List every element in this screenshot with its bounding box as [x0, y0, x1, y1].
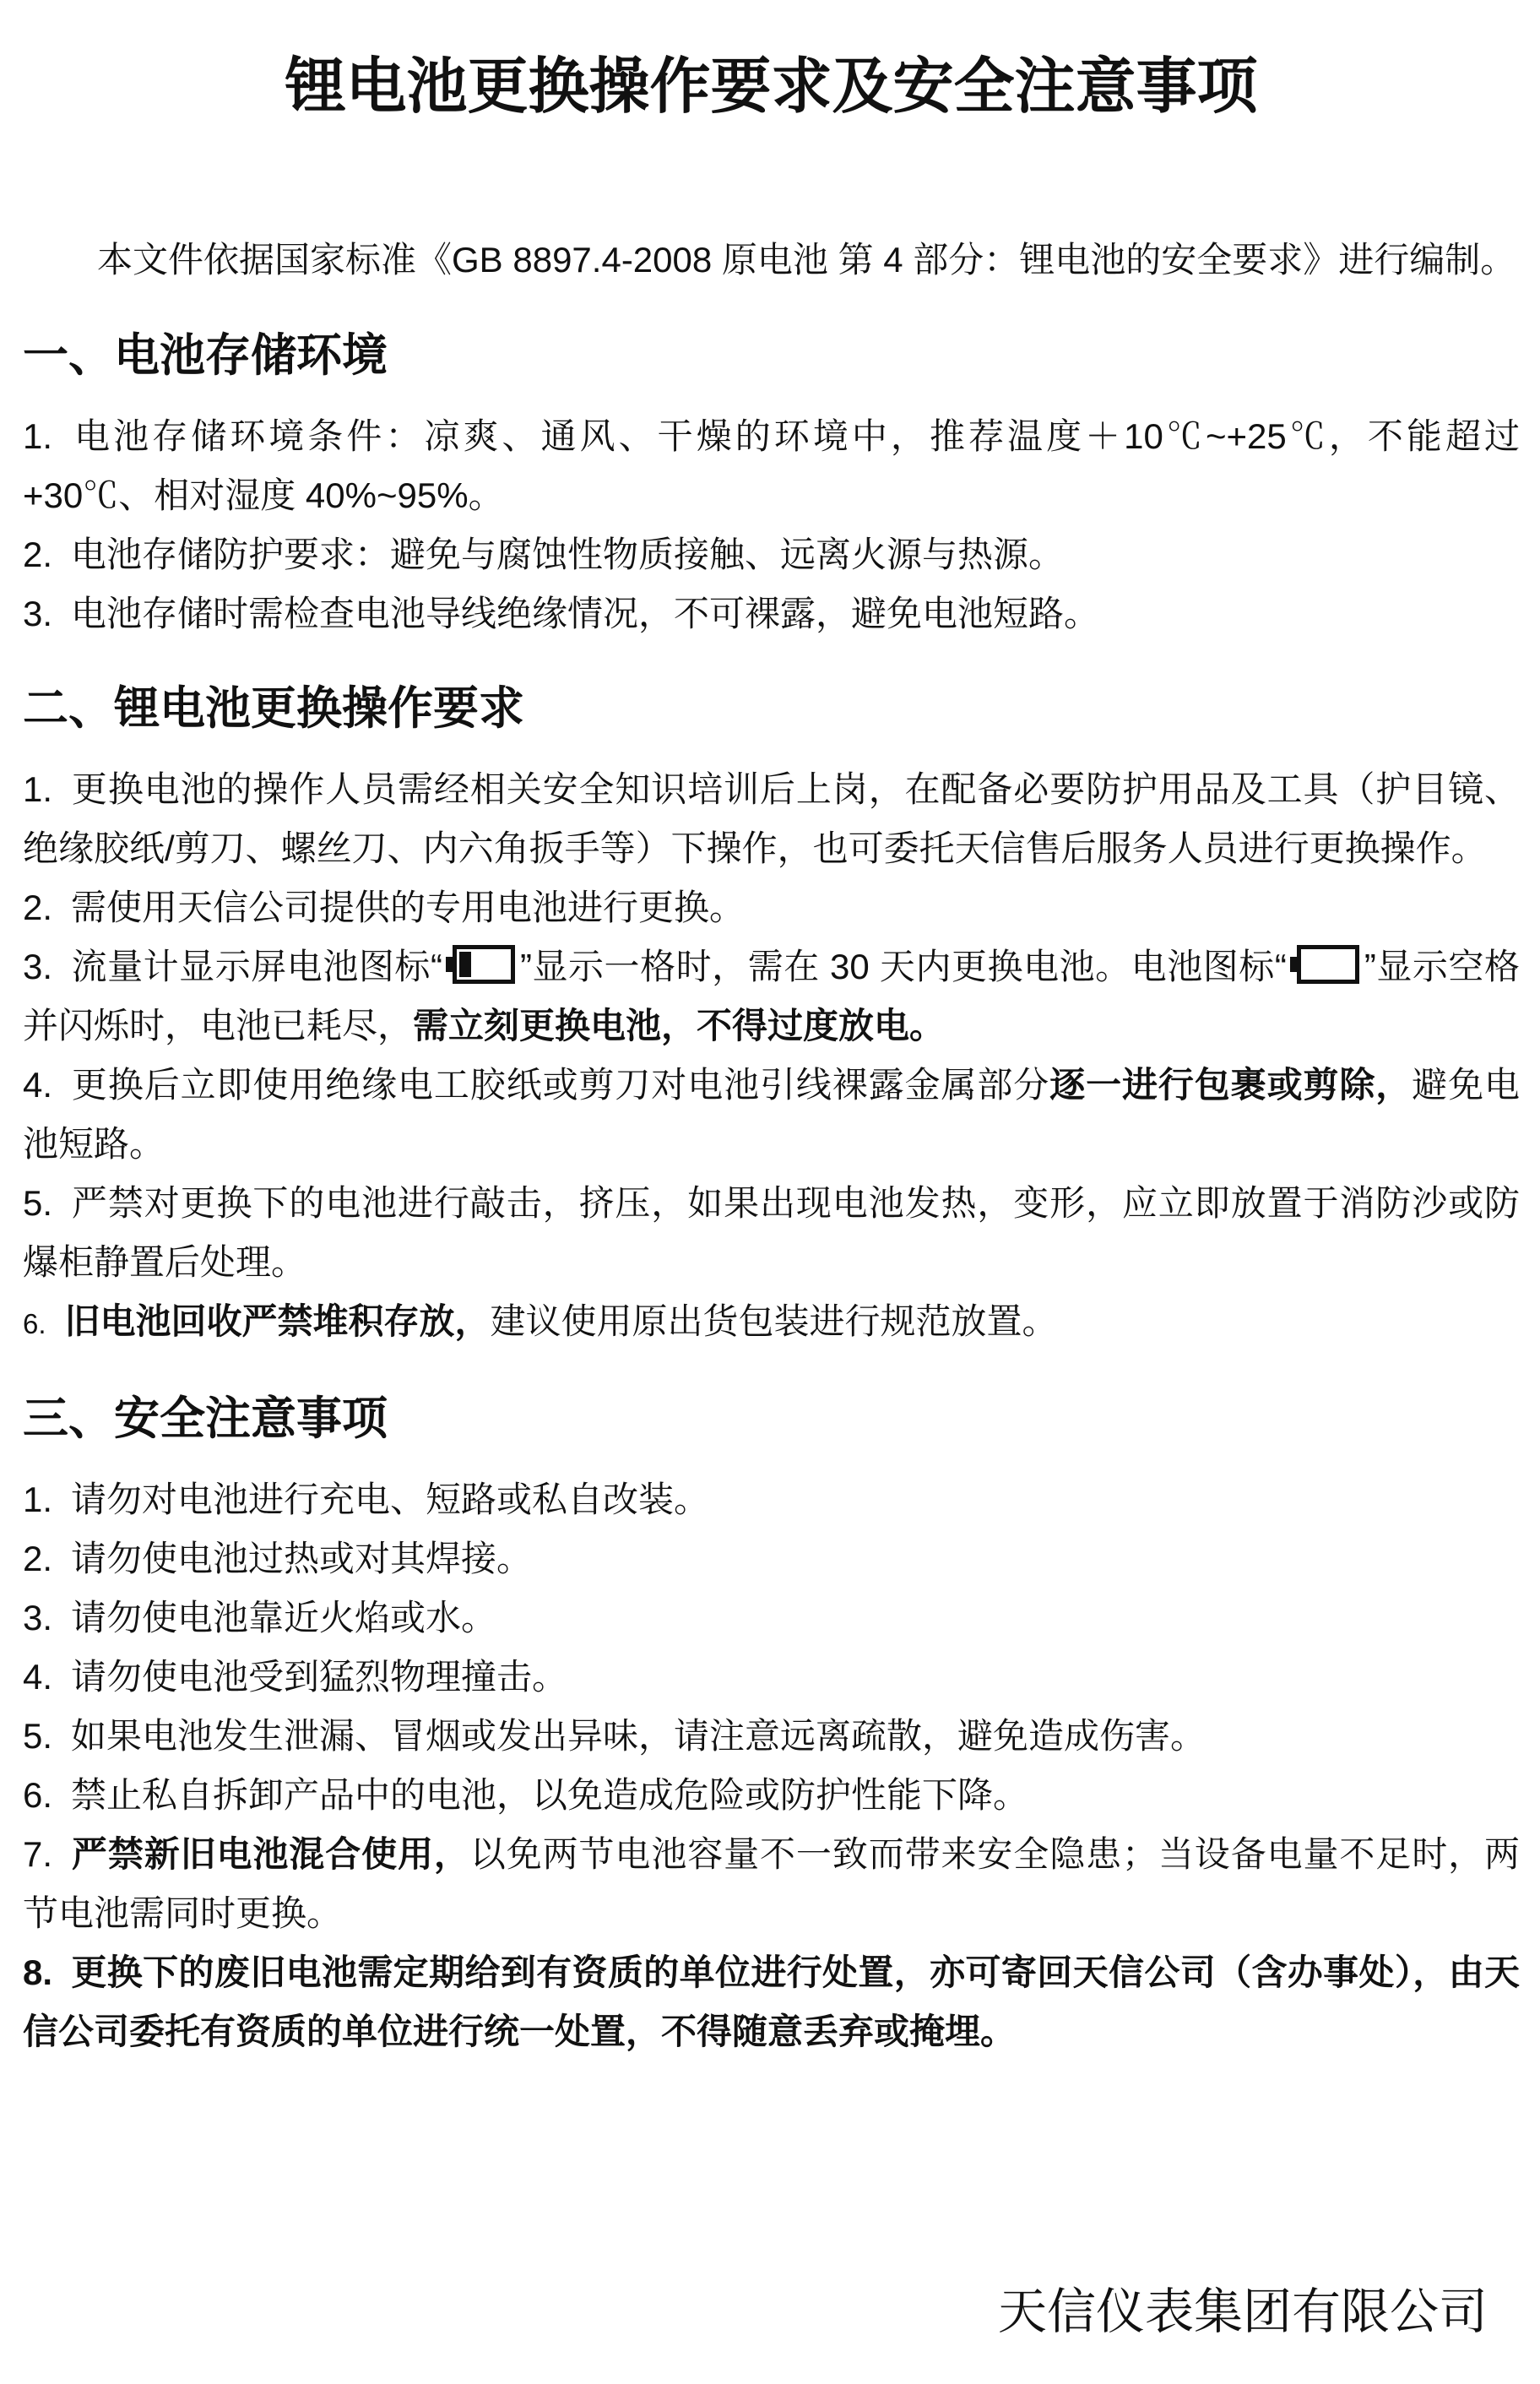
item-text: 电池存储时需检查电池导线绝缘情况，不可裸露，避免电池短路。: [71, 594, 1100, 633]
list-item: [23, 1056, 1520, 1174]
item-list: [23, 760, 1520, 1354]
battery-one-bar-icon: [453, 945, 515, 984]
item-number: 2.: [23, 888, 53, 927]
list-item: [23, 1292, 1520, 1354]
list-item: [23, 1529, 1520, 1588]
item-text: 更换电池的操作人员需经相关安全知识培训后上岗，在配备必要防护用品及工具（护目镜、绝缘胶纸/剪刀、螺丝刀、内六角扳手等）下操作，也可委托天信售后服务人员进行更换操作。: [23, 769, 1520, 868]
item-number: 6.: [23, 1775, 53, 1815]
list-item: [23, 1943, 1520, 2061]
company-name: 天信仪表集团有限公司: [997, 2284, 1488, 2339]
item-number: 3.: [23, 1598, 53, 1637]
item-text: 避免电池短路。: [23, 1065, 1520, 1164]
item-text: 需立刻更换电池，不得过度放电。: [413, 1006, 946, 1045]
section: [23, 672, 1520, 1354]
item-text: ”显示一格时，需在 30 天内更换电池。电池图标“: [519, 947, 1287, 986]
item-text: 请勿使电池过热或对其焊接。: [71, 1539, 533, 1578]
item-number: 2.: [23, 535, 53, 574]
item-text: 更换后立即使用绝缘电工胶纸或剪刀对电池引线裸露金属部分: [71, 1065, 1050, 1105]
list-item: [23, 937, 1520, 1056]
item-list: [23, 1470, 1520, 2061]
item-number: 2.: [23, 1539, 53, 1578]
list-item: [23, 760, 1520, 878]
item-text: 禁止私自拆卸产品中的电池，以免造成危险或防护性能下降。: [71, 1775, 1029, 1815]
list-item: [23, 407, 1520, 525]
item-text: 如果电池发生泄漏、冒烟或发出异味，请注意远离疏散，避免造成伤害。: [71, 1716, 1207, 1756]
item-text: 旧电池回收严禁堆积存放，: [64, 1301, 491, 1341]
item-text: 严禁对更换下的电池进行敲击，挤压，如果出现电池发热，变形，应立即放置于消防沙或防爆柜静置后处理。: [23, 1183, 1520, 1282]
item-number: 1.: [23, 769, 53, 809]
item-text: 请勿对电池进行充电、短路或私自改装。: [71, 1480, 710, 1519]
battery-empty-icon: [1297, 945, 1359, 984]
list-item: [23, 1825, 1520, 1943]
list-item: [23, 1707, 1520, 1766]
list-item: [23, 878, 1520, 937]
list-item: [23, 1766, 1520, 1825]
section-heading: 三、安全注意事项: [23, 1393, 388, 1444]
item-text: 电池存储防护要求：避免与腐蚀性物质接触、远离火源与热源。: [71, 535, 1065, 574]
item-number: 3.: [23, 947, 53, 986]
item-text: 请勿使电池靠近火焰或水。: [71, 1598, 497, 1637]
item-number: 4.: [23, 1065, 53, 1105]
item-number: 6.: [23, 1308, 46, 1339]
item-list: [23, 407, 1520, 644]
item-text: 电池存储环境条件：凉爽、通风、干燥的环境中，推荐温度＋10℃~+25℃，不能超过+30℃、相对湿度 40%~95%。: [23, 416, 1520, 515]
item-number: 8.: [23, 1952, 53, 1992]
list-item: [23, 584, 1520, 644]
list-item: [23, 1174, 1520, 1292]
list-item: [23, 1470, 1520, 1529]
sections-container: [23, 319, 1520, 2061]
item-number: 7.: [23, 1834, 53, 1874]
item-text: 逐一进行包裹或剪除，: [1049, 1065, 1413, 1105]
intro-paragraph: 本文件依据国家标准《GB 8897.4-2008 原电池 第 4 部分：锂电池的安全要求》进行编制。: [97, 240, 1516, 280]
item-number: 5.: [23, 1716, 53, 1756]
section-heading: 二、锂电池更换操作要求: [23, 683, 524, 734]
item-text: 建议使用原出货包装进行规范放置。: [490, 1301, 1058, 1341]
item-text: 更换下的废旧电池需定期给到有资质的单位进行处置，亦可寄回天信公司（含办事处），由天信公司委托有资质的单位进行统一处置，不得随意丢弃或掩埋。: [23, 1952, 1520, 2051]
item-text: 流量计显示屏电池图标“: [71, 947, 442, 986]
section-heading: 一、电池存储环境: [23, 330, 388, 381]
item-number: 5.: [23, 1183, 53, 1223]
item-number: 1.: [23, 1480, 53, 1519]
item-number: 4.: [23, 1657, 53, 1697]
section: [23, 319, 1520, 644]
document-title: 锂电池更换操作要求及安全注意事项: [285, 53, 1258, 121]
section: [23, 1382, 1520, 2061]
item-text: ”显示空格并闪烁时，电池已耗尽，: [23, 947, 1520, 1045]
list-item: [23, 1588, 1520, 1648]
item-number: 3.: [23, 594, 53, 633]
item-text: 需使用天信公司提供的专用电池进行更换。: [71, 888, 746, 927]
item-text: 以免两节电池容量不一致而带来安全隐患；当设备电量不足时，两节电池需同时更换。: [23, 1834, 1520, 1933]
list-item: [23, 525, 1520, 584]
item-number: 1.: [23, 416, 53, 456]
item-text: 严禁新旧电池混合使用，: [71, 1834, 470, 1874]
list-item: [23, 1648, 1520, 1707]
item-text: 请勿使电池受到猛烈物理撞击。: [71, 1657, 568, 1697]
